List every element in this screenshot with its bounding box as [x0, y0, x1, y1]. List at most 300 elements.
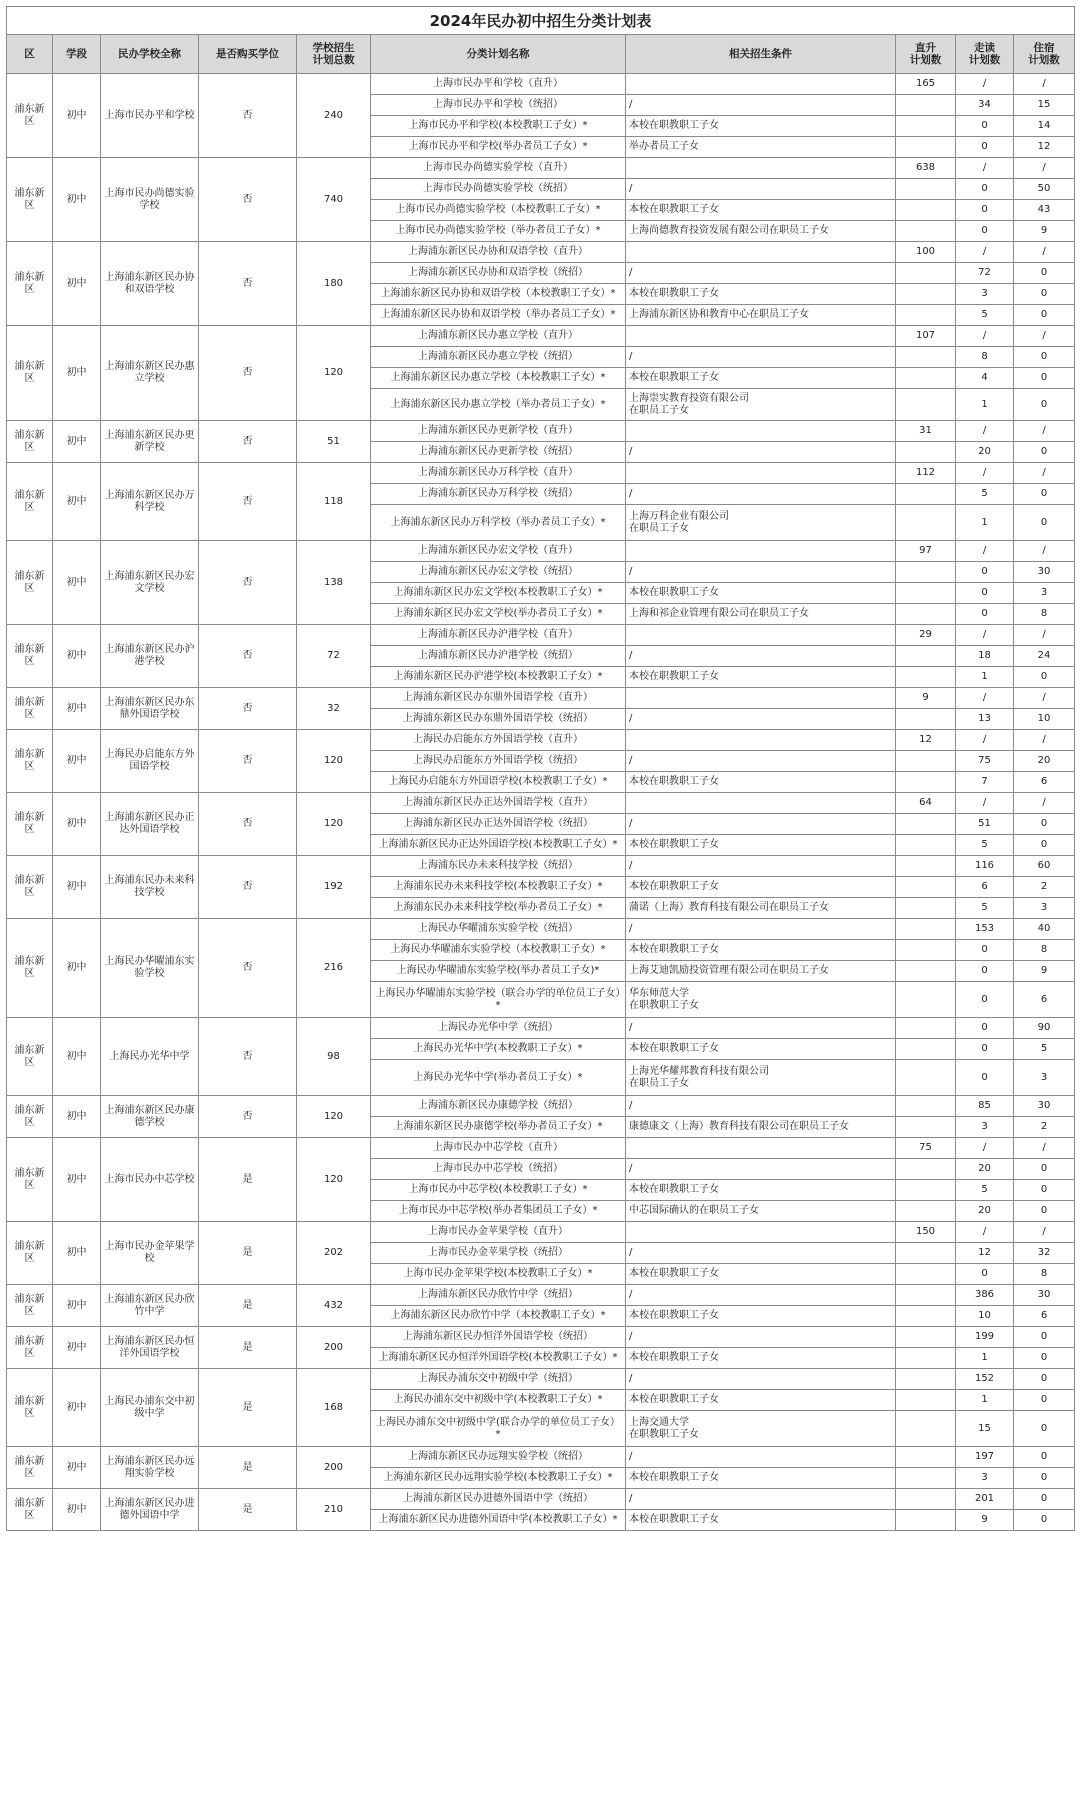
board-count-cell: 15	[1014, 95, 1075, 116]
direct-count-cell	[896, 1243, 956, 1264]
plan-name-cell: 上海市民办平和学校（直升）	[371, 74, 626, 95]
direct-count-cell	[896, 1510, 956, 1531]
district-cell: 浦东新区	[7, 1018, 53, 1096]
district-cell: 浦东新区	[7, 1096, 53, 1138]
plan-name-cell: 上海市民办平和学校(本校教职工子女）*	[371, 116, 626, 137]
day-count-cell: /	[956, 625, 1014, 646]
board-count-cell: 32	[1014, 1243, 1075, 1264]
district-cell: 浦东新区	[7, 919, 53, 1018]
plan-name-cell: 上海浦东新区民办东鼎外国语学校（直升）	[371, 688, 626, 709]
condition-cell: /	[626, 95, 896, 116]
day-count-cell: 0	[956, 961, 1014, 982]
direct-count-cell	[896, 442, 956, 463]
school-name-cell: 上海浦东新区民办进德外国语中学	[101, 1489, 199, 1531]
stage-cell: 初中	[53, 1096, 101, 1138]
direct-count-cell: 165	[896, 74, 956, 95]
plan-name-cell: 上海浦东新区民办正达外国语学校(本校教职工子女）*	[371, 835, 626, 856]
total-plan-cell: 168	[297, 1369, 371, 1447]
buy-seat-cell: 否	[199, 326, 297, 421]
direct-count-cell	[896, 179, 956, 200]
direct-count-cell	[896, 505, 956, 541]
direct-count-cell	[896, 709, 956, 730]
direct-count-cell	[896, 1201, 956, 1222]
condition-cell	[626, 242, 896, 263]
condition-cell: 举办者员工子女	[626, 137, 896, 158]
direct-count-cell	[896, 1264, 956, 1285]
board-count-cell: 0	[1014, 484, 1075, 505]
condition-cell: /	[626, 709, 896, 730]
condition-cell	[626, 625, 896, 646]
header-col-day: 走读 计划数	[956, 35, 1014, 74]
plan-name-cell: 上海浦东新区民办远翔实验学校(本校教职工子女）*	[371, 1468, 626, 1489]
stage-cell: 初中	[53, 1285, 101, 1327]
plan-name-cell: 上海市民办中芯学校(本校教职工子女）*	[371, 1180, 626, 1201]
direct-count-cell	[896, 1468, 956, 1489]
stage-cell: 初中	[53, 1327, 101, 1369]
stage-cell: 初中	[53, 919, 101, 1018]
condition-cell: 上海浦东新区协和教育中心在职员工子女	[626, 305, 896, 326]
day-count-cell: 13	[956, 709, 1014, 730]
direct-count-cell	[896, 1369, 956, 1390]
total-plan-cell: 120	[297, 1138, 371, 1222]
table-body	[7, 74, 1075, 1531]
direct-count-cell	[896, 368, 956, 389]
board-count-cell: 2	[1014, 1117, 1075, 1138]
condition-cell: 本校在职教职工子女	[626, 284, 896, 305]
day-count-cell: 1	[956, 1348, 1014, 1369]
total-plan-cell: 120	[297, 326, 371, 421]
school-name-cell: 上海浦东新区民办万科学校	[101, 463, 199, 541]
table-row	[7, 1327, 1075, 1348]
day-count-cell: /	[956, 793, 1014, 814]
day-count-cell: 152	[956, 1369, 1014, 1390]
condition-cell: 本校在职教职工子女	[626, 1039, 896, 1060]
board-count-cell: 0	[1014, 667, 1075, 688]
day-count-cell: 1	[956, 389, 1014, 421]
direct-count-cell	[896, 1096, 956, 1117]
day-count-cell: 0	[956, 1018, 1014, 1039]
board-count-cell: /	[1014, 326, 1075, 347]
day-count-cell: 5	[956, 835, 1014, 856]
direct-count-cell	[896, 1060, 956, 1096]
condition-cell: 上海尚德教育投资发展有限公司在职员工子女	[626, 221, 896, 242]
plan-name-cell: 上海民办光华中学（统招）	[371, 1018, 626, 1039]
condition-cell: 本校在职教职工子女	[626, 1264, 896, 1285]
plan-name-cell: 上海民办启能东方外国语学校（直升）	[371, 730, 626, 751]
district-cell: 浦东新区	[7, 463, 53, 541]
condition-cell	[626, 74, 896, 95]
direct-count-cell	[896, 1117, 956, 1138]
condition-cell	[626, 421, 896, 442]
school-name-cell: 上海市民办尚德实验学校	[101, 158, 199, 242]
condition-cell: /	[626, 484, 896, 505]
table-row	[7, 74, 1075, 95]
board-count-cell: 0	[1014, 1348, 1075, 1369]
day-count-cell: /	[956, 326, 1014, 347]
buy-seat-cell: 否	[199, 856, 297, 919]
condition-cell: 本校在职教职工子女	[626, 667, 896, 688]
direct-count-cell	[896, 1489, 956, 1510]
day-count-cell: 72	[956, 263, 1014, 284]
plan-name-cell: 上海市民办中芯学校（直升）	[371, 1138, 626, 1159]
board-count-cell: 0	[1014, 347, 1075, 368]
total-plan-cell: 200	[297, 1447, 371, 1489]
school-name-cell: 上海民办浦东交中初级中学	[101, 1369, 199, 1447]
district-cell: 浦东新区	[7, 856, 53, 919]
buy-seat-cell: 否	[199, 463, 297, 541]
plan-name-cell: 上海民办华曜浦东实验学校(举办者员工子女)*	[371, 961, 626, 982]
school-name-cell: 上海市民办平和学校	[101, 74, 199, 158]
district-cell: 浦东新区	[7, 793, 53, 856]
condition-cell: /	[626, 1369, 896, 1390]
direct-count-cell	[896, 284, 956, 305]
district-cell: 浦东新区	[7, 1447, 53, 1489]
board-count-cell: 0	[1014, 1369, 1075, 1390]
day-count-cell: 75	[956, 751, 1014, 772]
direct-count-cell	[896, 137, 956, 158]
day-count-cell: 386	[956, 1285, 1014, 1306]
school-name-cell: 上海浦东新区民办更新学校	[101, 421, 199, 463]
stage-cell: 初中	[53, 1138, 101, 1222]
school-name-cell: 上海民办启能东方外国语学校	[101, 730, 199, 793]
table-row	[7, 793, 1075, 814]
board-count-cell: 0	[1014, 835, 1075, 856]
stage-cell: 初中	[53, 730, 101, 793]
board-count-cell: /	[1014, 158, 1075, 179]
direct-count-cell	[896, 1327, 956, 1348]
plan-name-cell: 上海市民办金苹果学校（直升）	[371, 1222, 626, 1243]
board-count-cell: /	[1014, 730, 1075, 751]
day-count-cell: /	[956, 158, 1014, 179]
day-count-cell: 0	[956, 940, 1014, 961]
table-title: 2024年民办初中招生分类计划表	[7, 7, 1075, 35]
direct-count-cell	[896, 835, 956, 856]
total-plan-cell: 120	[297, 730, 371, 793]
direct-count-cell: 150	[896, 1222, 956, 1243]
plan-table	[6, 6, 1075, 1531]
stage-cell: 初中	[53, 1369, 101, 1447]
table-row	[7, 541, 1075, 562]
plan-name-cell: 上海民办浦东交中初级中学（统招）	[371, 1369, 626, 1390]
board-count-cell: 20	[1014, 751, 1075, 772]
condition-cell: /	[626, 1243, 896, 1264]
plan-name-cell: 上海市民办尚德实验学校（统招）	[371, 179, 626, 200]
board-count-cell: 0	[1014, 284, 1075, 305]
day-count-cell: 18	[956, 646, 1014, 667]
day-count-cell: 0	[956, 1039, 1014, 1060]
direct-count-cell	[896, 1447, 956, 1468]
direct-count-cell: 12	[896, 730, 956, 751]
buy-seat-cell: 否	[199, 541, 297, 625]
direct-count-cell	[896, 263, 956, 284]
total-plan-cell: 210	[297, 1489, 371, 1531]
condition-cell: 本校在职教职工子女	[626, 116, 896, 137]
condition-cell: 上海光华耀邦教育科技有限公司 在职员工子女	[626, 1060, 896, 1096]
day-count-cell: 0	[956, 200, 1014, 221]
direct-count-cell	[896, 961, 956, 982]
condition-cell: 本校在职教职工子女	[626, 1468, 896, 1489]
direct-count-cell	[896, 1018, 956, 1039]
condition-cell: 本校在职教职工子女	[626, 1510, 896, 1531]
stage-cell: 初中	[53, 1018, 101, 1096]
buy-seat-cell: 是	[199, 1369, 297, 1447]
plan-name-cell: 上海民办华曜浦东实验学校（本校教职工子女）*	[371, 940, 626, 961]
condition-cell	[626, 541, 896, 562]
plan-name-cell: 上海浦东新区民办协和双语学校（本校教职工子女）*	[371, 284, 626, 305]
header-col-school-name: 民办学校全称	[101, 35, 199, 74]
school-name-cell: 上海民办光华中学	[101, 1018, 199, 1096]
board-count-cell: 40	[1014, 919, 1075, 940]
plan-name-cell: 上海浦东新区民办惠立学校（本校教职工子女）*	[371, 368, 626, 389]
day-count-cell: 6	[956, 877, 1014, 898]
board-count-cell: 14	[1014, 116, 1075, 137]
board-count-cell: 0	[1014, 1159, 1075, 1180]
district-cell: 浦东新区	[7, 625, 53, 688]
header-col-condition: 相关招生条件	[626, 35, 896, 74]
school-name-cell: 上海浦东新区民办正达外国语学校	[101, 793, 199, 856]
direct-count-cell	[896, 221, 956, 242]
direct-count-cell	[896, 604, 956, 625]
day-count-cell: 0	[956, 137, 1014, 158]
condition-cell: /	[626, 1285, 896, 1306]
condition-cell	[626, 326, 896, 347]
plan-name-cell: 上海浦东新区民办更新学校（统招）	[371, 442, 626, 463]
table-row	[7, 1096, 1075, 1117]
condition-cell: 本校在职教职工子女	[626, 940, 896, 961]
table-row	[7, 1447, 1075, 1468]
board-count-cell: 0	[1014, 305, 1075, 326]
school-name-cell: 上海浦东新区民办沪港学校	[101, 625, 199, 688]
district-cell: 浦东新区	[7, 242, 53, 326]
plan-name-cell: 上海浦东新区民办沪港学校（直升）	[371, 625, 626, 646]
table-row	[7, 919, 1075, 940]
board-count-cell: 3	[1014, 583, 1075, 604]
buy-seat-cell: 是	[199, 1489, 297, 1531]
plan-name-cell: 上海市民办尚德实验学校（举办者员工子女）*	[371, 221, 626, 242]
condition-cell	[626, 688, 896, 709]
direct-count-cell	[896, 1411, 956, 1447]
plan-name-cell: 上海浦东新区民办宏文学校（直升）	[371, 541, 626, 562]
school-name-cell: 上海市民办金苹果学校	[101, 1222, 199, 1285]
table-row	[7, 326, 1075, 347]
table-row	[7, 1369, 1075, 1390]
direct-count-cell	[896, 1348, 956, 1369]
board-count-cell: 30	[1014, 1285, 1075, 1306]
table-row	[7, 242, 1075, 263]
board-count-cell: 8	[1014, 940, 1075, 961]
day-count-cell: /	[956, 242, 1014, 263]
day-count-cell: 51	[956, 814, 1014, 835]
plan-name-cell: 上海民办华曜浦东实验学校（联合办学的单位员工子女）*	[371, 982, 626, 1018]
plan-name-cell: 上海浦东新区民办惠立学校（举办者员工子女）*	[371, 389, 626, 421]
buy-seat-cell: 否	[199, 1096, 297, 1138]
board-count-cell: 9	[1014, 221, 1075, 242]
condition-cell	[626, 158, 896, 179]
total-plan-cell: 240	[297, 74, 371, 158]
condition-cell: /	[626, 751, 896, 772]
day-count-cell: 201	[956, 1489, 1014, 1510]
board-count-cell: /	[1014, 688, 1075, 709]
plan-name-cell: 上海浦东民办未来科技学校(本校教职工子女）*	[371, 877, 626, 898]
board-count-cell: /	[1014, 1222, 1075, 1243]
school-name-cell: 上海市民办中芯学校	[101, 1138, 199, 1222]
board-count-cell: 30	[1014, 1096, 1075, 1117]
board-count-cell: 24	[1014, 646, 1075, 667]
day-count-cell: 3	[956, 1468, 1014, 1489]
condition-cell: /	[626, 856, 896, 877]
condition-cell: 上海艾迪凯励投资管理有限公司在职员工子女	[626, 961, 896, 982]
condition-cell: 本校在职教职工子女	[626, 835, 896, 856]
direct-count-cell	[896, 1039, 956, 1060]
board-count-cell: 0	[1014, 1390, 1075, 1411]
plan-name-cell: 上海浦东新区民办宏文学校（统招）	[371, 562, 626, 583]
day-count-cell: 20	[956, 1201, 1014, 1222]
table-row	[7, 1138, 1075, 1159]
board-count-cell: 8	[1014, 604, 1075, 625]
table-row	[7, 1222, 1075, 1243]
board-count-cell: 0	[1014, 505, 1075, 541]
district-cell: 浦东新区	[7, 1285, 53, 1327]
day-count-cell: 85	[956, 1096, 1014, 1117]
direct-count-cell	[896, 898, 956, 919]
plan-name-cell: 上海市民办平和学校(举办者员工子女）*	[371, 137, 626, 158]
day-count-cell: 0	[956, 1060, 1014, 1096]
day-count-cell: 0	[956, 179, 1014, 200]
day-count-cell: /	[956, 74, 1014, 95]
header-col-stage: 学段	[53, 35, 101, 74]
stage-cell: 初中	[53, 242, 101, 326]
board-count-cell: 0	[1014, 1327, 1075, 1348]
direct-count-cell	[896, 877, 956, 898]
condition-cell: 康德康文（上海）教育科技有限公司在职员工子女	[626, 1117, 896, 1138]
direct-count-cell	[896, 646, 956, 667]
buy-seat-cell: 否	[199, 688, 297, 730]
condition-cell: /	[626, 562, 896, 583]
stage-cell: 初中	[53, 793, 101, 856]
total-plan-cell: 192	[297, 856, 371, 919]
day-count-cell: 116	[956, 856, 1014, 877]
day-count-cell: 5	[956, 484, 1014, 505]
board-count-cell: 9	[1014, 961, 1075, 982]
total-plan-cell: 118	[297, 463, 371, 541]
board-count-cell: 6	[1014, 982, 1075, 1018]
total-plan-cell: 432	[297, 1285, 371, 1327]
direct-count-cell	[896, 814, 956, 835]
day-count-cell: 7	[956, 772, 1014, 793]
plan-name-cell: 上海浦东新区民办正达外国语学校（统招）	[371, 814, 626, 835]
plan-name-cell: 上海浦东新区民办欣竹中学（本校教职工子女）*	[371, 1306, 626, 1327]
condition-cell: /	[626, 347, 896, 368]
direct-count-cell: 638	[896, 158, 956, 179]
plan-name-cell: 上海浦东新区民办康德学校（统招）	[371, 1096, 626, 1117]
total-plan-cell: 98	[297, 1018, 371, 1096]
district-cell: 浦东新区	[7, 1489, 53, 1531]
total-plan-cell: 200	[297, 1327, 371, 1369]
day-count-cell: /	[956, 463, 1014, 484]
direct-count-cell: 31	[896, 421, 956, 442]
condition-cell: 蒲诺（上海）教育科技有限公司在职员工子女	[626, 898, 896, 919]
stage-cell: 初中	[53, 541, 101, 625]
buy-seat-cell: 否	[199, 1018, 297, 1096]
plan-table-sheet	[6, 6, 1074, 1531]
direct-count-cell	[896, 1285, 956, 1306]
plan-name-cell: 上海民办光华中学(本校教职工子女）*	[371, 1039, 626, 1060]
day-count-cell: /	[956, 730, 1014, 751]
plan-name-cell: 上海市民办金苹果学校(本校教职工子女）*	[371, 1264, 626, 1285]
board-count-cell: 60	[1014, 856, 1075, 877]
plan-name-cell: 上海浦东新区民办惠立学校（直升）	[371, 326, 626, 347]
school-name-cell: 上海浦东民办未来科技学校	[101, 856, 199, 919]
plan-name-cell: 上海浦东新区民办万科学校（统招）	[371, 484, 626, 505]
day-count-cell: 10	[956, 1306, 1014, 1327]
school-name-cell: 上海浦东新区民办恒洋外国语学校	[101, 1327, 199, 1369]
direct-count-cell	[896, 583, 956, 604]
board-count-cell: /	[1014, 793, 1075, 814]
board-count-cell: /	[1014, 1138, 1075, 1159]
plan-name-cell: 上海民办华曜浦东实验学校（统招）	[371, 919, 626, 940]
header-col-buy-seat: 是否购买学位	[199, 35, 297, 74]
total-plan-cell: 120	[297, 1096, 371, 1138]
day-count-cell: 9	[956, 1510, 1014, 1531]
day-count-cell: /	[956, 688, 1014, 709]
table-row	[7, 158, 1075, 179]
board-count-cell: /	[1014, 463, 1075, 484]
direct-count-cell: 75	[896, 1138, 956, 1159]
total-plan-cell: 138	[297, 541, 371, 625]
board-count-cell: 3	[1014, 1060, 1075, 1096]
condition-cell: 本校在职教职工子女	[626, 772, 896, 793]
board-count-cell: 6	[1014, 772, 1075, 793]
direct-count-cell	[896, 347, 956, 368]
day-count-cell: 0	[956, 221, 1014, 242]
plan-name-cell: 上海浦东新区民办进德外国语中学（统招）	[371, 1489, 626, 1510]
board-count-cell: 0	[1014, 1489, 1075, 1510]
board-count-cell: 0	[1014, 1180, 1075, 1201]
stage-cell: 初中	[53, 1447, 101, 1489]
total-plan-cell: 120	[297, 793, 371, 856]
board-count-cell: 0	[1014, 814, 1075, 835]
board-count-cell: 50	[1014, 179, 1075, 200]
table-row	[7, 1285, 1075, 1306]
direct-count-cell	[896, 305, 956, 326]
condition-cell: 本校在职教职工子女	[626, 1180, 896, 1201]
board-count-cell: 8	[1014, 1264, 1075, 1285]
condition-cell: /	[626, 646, 896, 667]
school-name-cell: 上海浦东新区民办东鼎外国语学校	[101, 688, 199, 730]
condition-cell: 上海崇实教育投资有限公司 在职员工子女	[626, 389, 896, 421]
day-count-cell: /	[956, 1138, 1014, 1159]
stage-cell: 初中	[53, 625, 101, 688]
direct-count-cell	[896, 116, 956, 137]
board-count-cell: 90	[1014, 1018, 1075, 1039]
condition-cell: /	[626, 1018, 896, 1039]
board-count-cell: 12	[1014, 137, 1075, 158]
school-name-cell: 上海民办华曜浦东实验学校	[101, 919, 199, 1018]
district-cell: 浦东新区	[7, 1327, 53, 1369]
table-row	[7, 688, 1075, 709]
plan-name-cell: 上海浦东新区民办协和双语学校（直升）	[371, 242, 626, 263]
buy-seat-cell: 否	[199, 730, 297, 793]
board-count-cell: 0	[1014, 1447, 1075, 1468]
condition-cell: 上海交通大学 在职教职工子女	[626, 1411, 896, 1447]
day-count-cell: 12	[956, 1243, 1014, 1264]
table-row	[7, 421, 1075, 442]
board-count-cell: 5	[1014, 1039, 1075, 1060]
condition-cell: 本校在职教职工子女	[626, 583, 896, 604]
total-plan-cell: 202	[297, 1222, 371, 1285]
day-count-cell: 20	[956, 442, 1014, 463]
school-name-cell: 上海浦东新区民办惠立学校	[101, 326, 199, 421]
